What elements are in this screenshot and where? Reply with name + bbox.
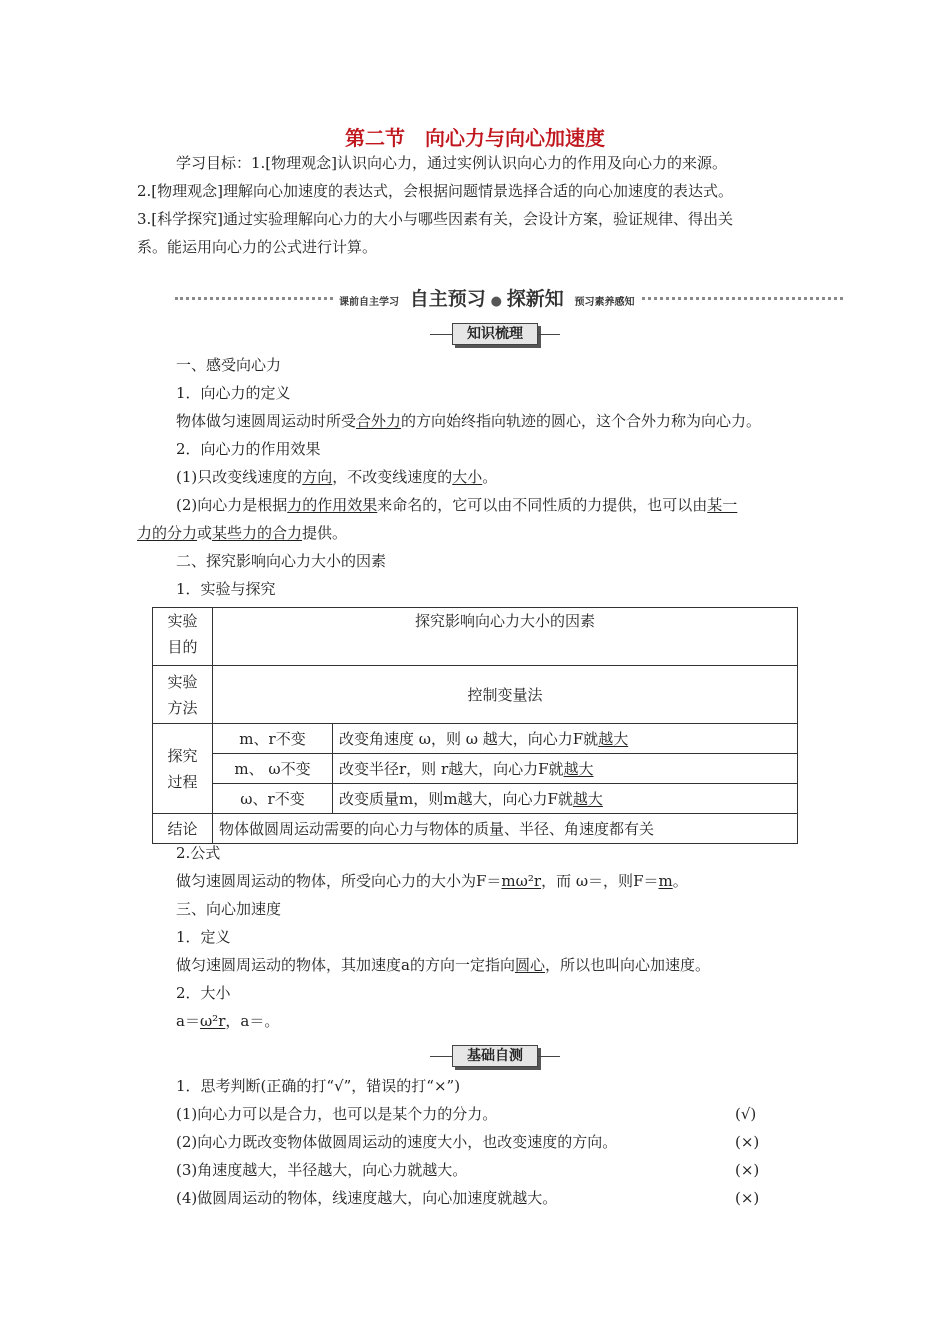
banner-right-text: 预习素养感知 bbox=[574, 297, 635, 308]
process-result: 改变半径r，则 r越大，向心力F就越大 bbox=[333, 754, 798, 784]
part2-formula: 做匀速圆周运动的物体，所受向心力的大小为F＝mω²r，而 ω＝，则F＝m。 bbox=[176, 872, 688, 890]
quiz-item: (4)做圆周运动的物体，线速度越大，向心加速度就越大。 bbox=[176, 1189, 558, 1207]
tag-knowledge-label: 知识梳理 bbox=[452, 323, 538, 345]
method-label: 实验 方法 bbox=[153, 666, 213, 724]
objective-2: 2.[物理观念]理解向心加速度的表达式，会根据问题情景选择合适的向心加速度的表达式。 bbox=[137, 182, 734, 200]
tag-self-test bbox=[430, 1045, 562, 1069]
part1-effect-2: (2)向心力是根据力的作用效果来命名的，它可以由不同性质的力提供，也可以由某一 bbox=[176, 496, 738, 514]
part1-sub1: 1．向心力的定义 bbox=[176, 384, 291, 402]
part3-size: a＝ω²r，a＝。 bbox=[176, 1012, 280, 1030]
section-banner bbox=[175, 278, 843, 310]
quiz-item: (1)向心力可以是合力，也可以是某个力的分力。 bbox=[176, 1105, 498, 1123]
process-result: 改变角速度 ω，则 ω 越大，向心力F就越大 bbox=[333, 724, 798, 754]
conclusion-cell: 物体做圆周运动需要的向心力与物体的质量、半径、角速度都有关 bbox=[213, 814, 798, 844]
part1-sub2: 2．向心力的作用效果 bbox=[176, 440, 321, 458]
process-label: 探究 过程 bbox=[153, 724, 213, 814]
quiz-item: (3)角速度越大，半径越大，向心力就越大。 bbox=[176, 1161, 468, 1179]
banner-left-text: 课前自主学习 bbox=[339, 297, 399, 308]
banner-arrow-icon: ● bbox=[490, 294, 502, 309]
part3-definition: 做匀速圆周运动的物体，其加速度a的方向一定指向圆心，所以也叫向心加速度。 bbox=[176, 956, 710, 974]
part2-sub2: 2.公式 bbox=[176, 844, 221, 862]
part3-sub1: 1．定义 bbox=[176, 928, 231, 946]
part1-definition: 物体做匀速圆周运动时所受合外力的方向始终指向轨迹的圆心，这个合外力称为向心力。 bbox=[176, 412, 762, 430]
process-condition: m、r不变 bbox=[213, 724, 333, 754]
quiz-mark: (√) bbox=[735, 1105, 757, 1123]
method-cell: 控制变量法 bbox=[213, 666, 798, 724]
part1-heading: 一、感受向心力 bbox=[176, 356, 282, 374]
purpose-label: 实验 目的 bbox=[153, 608, 213, 666]
objective-3: 3.[科学探究]通过实验理解向心力的大小与哪些因素有关，会设计方案，验证规律、得出关 bbox=[137, 210, 734, 228]
part2-heading: 二、探究影响向心力大小的因素 bbox=[176, 552, 387, 570]
quiz-mark: (×) bbox=[735, 1161, 760, 1179]
process-condition: m、 ω不变 bbox=[213, 754, 333, 784]
objective-3-cont: 系。能运用向心力的公式进行计算。 bbox=[137, 238, 378, 256]
quiz-mark: (×) bbox=[735, 1189, 760, 1207]
process-condition: ω、r不变 bbox=[213, 784, 333, 814]
banner-title-1: 自主预习 bbox=[409, 288, 486, 310]
quiz-mark: (×) bbox=[735, 1133, 760, 1151]
banner-title-2: 探新知 bbox=[506, 288, 564, 310]
part2-sub1: 1．实验与探究 bbox=[176, 580, 276, 598]
tag-self-test-label: 基础自测 bbox=[452, 1045, 538, 1067]
page-title: 第二节 向心力与向心加速度 bbox=[345, 126, 605, 150]
part3-sub2: 2．大小 bbox=[176, 984, 231, 1002]
part1-effect-2-cont: 力的分力或某些力的合力提供。 bbox=[137, 524, 348, 542]
process-result: 改变质量m，则m越大，向心力F就越大 bbox=[333, 784, 798, 814]
conclusion-label: 结论 bbox=[153, 814, 213, 844]
tag-knowledge bbox=[430, 323, 562, 347]
experiment-table bbox=[152, 607, 798, 844]
part3-heading: 三、向心加速度 bbox=[176, 900, 282, 918]
part1-effect-1: (1)只改变线速度的方向，不改变线速度的大小。 bbox=[176, 468, 498, 486]
objective-1: 学习目标：1.[物理观念]认识向心力，通过实例认识向心力的作用及向心力的来源。 bbox=[176, 154, 728, 172]
quiz-item: (2)向心力既改变物体做圆周运动的速度大小，也改变速度的方向。 bbox=[176, 1133, 618, 1151]
quiz-heading: 1．思考判断(正确的打“√”，错误的打“×”) bbox=[176, 1077, 461, 1095]
purpose-cell: 探究影响向心力大小的因素 bbox=[213, 608, 798, 666]
